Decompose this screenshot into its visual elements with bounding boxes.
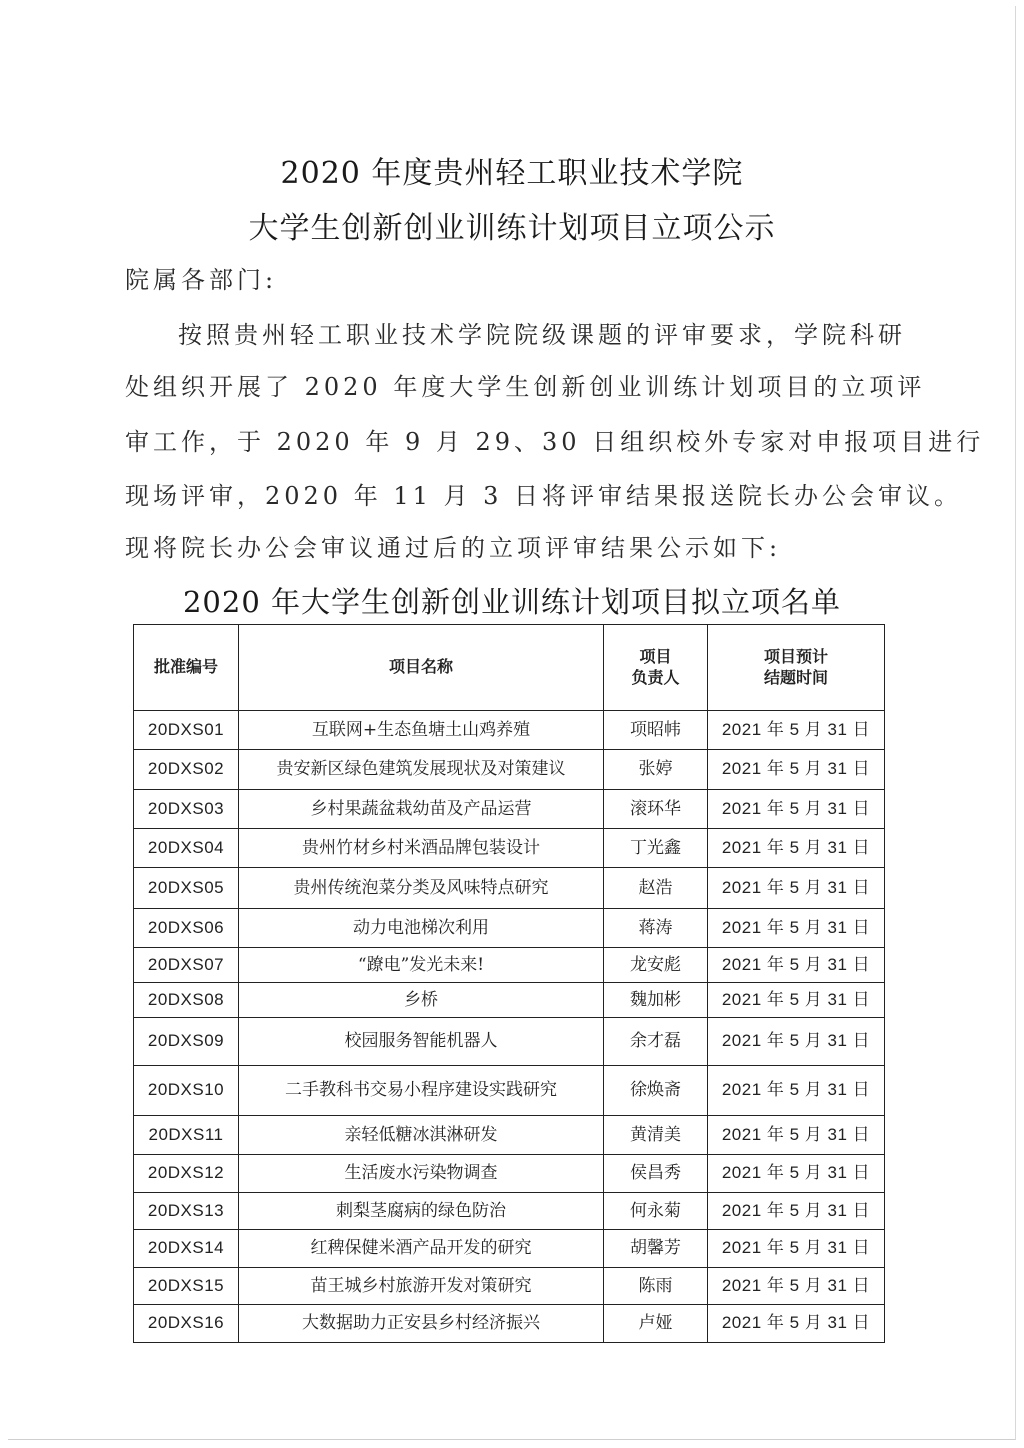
table-row [134,1155,885,1193]
table-title: 2020 年大学生创新创业训练计划项目拟立项名单 [182,585,842,619]
cell-id: 20DXS11 [134,1116,239,1155]
cell-name: 贵安新区绿色建筑发展现状及对策建议 [239,750,604,790]
cell-name: 红稗保健米酒产品开发的研究 [239,1230,604,1268]
cell-leader: 胡馨芳 [604,1230,708,1268]
cell-leader: 滚环华 [604,790,708,829]
table-row [134,1193,885,1230]
header-leader-line1: 项目 [639,646,672,666]
cell-id: 20DXS06 [134,909,239,948]
cell-leader: 黄清美 [604,1116,708,1155]
cell-name: 亲轻低糖冰淇淋研发 [239,1116,604,1155]
cell-id: 20DXS13 [134,1193,239,1230]
document-title-line2: 大学生创新创业训练计划项目立项公示 [248,211,776,246]
table-row [134,1018,885,1066]
table-header-row [134,625,885,711]
table-row [134,1305,885,1343]
cell-leader: 蒋涛 [604,909,708,948]
project-list-table [133,624,885,1343]
cell-date: 2021 年 5 月 31 日 [708,1116,885,1155]
paragraph-line: 现将院长办公会审议通过后的立项评审结果公示如下: [125,534,782,562]
cell-leader: 徐焕斋 [604,1066,708,1116]
cell-name: “蹽电”发光未来! [239,948,604,983]
table-row [134,948,885,983]
cell-leader: 赵浩 [604,868,708,909]
table-body [134,711,885,1343]
cell-name: 贵州竹材乡村米酒品牌包装设计 [239,829,604,868]
cell-date: 2021 年 5 月 31 日 [708,983,885,1018]
cell-leader: 何永菊 [604,1193,708,1230]
cell-leader: 卢娅 [604,1305,708,1343]
paragraph-line: 处组织开展了 2020 年度大学生创新创业训练计划项目的立项评 [125,373,926,401]
cell-date: 2021 年 5 月 31 日 [708,711,885,750]
header-id: 批准编号 [134,625,239,711]
cell-date: 2021 年 5 月 31 日 [708,1193,885,1230]
cell-id: 20DXS16 [134,1305,239,1343]
cell-id: 20DXS08 [134,983,239,1018]
cell-leader: 丁光鑫 [604,829,708,868]
cell-name: 动力电池梯次利用 [239,909,604,948]
table-row [134,1268,885,1305]
paragraph-line: 现场评审，2020 年 11 月 3 日将评审结果报送院长办公会审议。 [125,482,963,510]
cell-name: 二手教科书交易小程序建设实践研究 [239,1066,604,1116]
cell-date: 2021 年 5 月 31 日 [708,750,885,790]
header-name: 项目名称 [239,625,604,711]
header-leader-line2: 负责人 [631,667,680,687]
cell-date: 2021 年 5 月 31 日 [708,1155,885,1193]
cell-id: 20DXS14 [134,1230,239,1268]
cell-date: 2021 年 5 月 31 日 [708,829,885,868]
header-time [708,625,885,711]
cell-name: 生活废水污染物调查 [239,1155,604,1193]
cell-name: 刺梨茎腐病的绿色防治 [239,1193,604,1230]
header-time-line2: 结题时间 [763,667,828,687]
cell-name: 乡桥 [239,983,604,1018]
cell-leader: 侯昌秀 [604,1155,708,1193]
cell-date: 2021 年 5 月 31 日 [708,1066,885,1116]
cell-name: 乡村果蔬盆栽幼苗及产品运营 [239,790,604,829]
cell-name: 苗王城乡村旅游开发对策研究 [239,1268,604,1305]
cell-id: 20DXS15 [134,1268,239,1305]
cell-date: 2021 年 5 月 31 日 [708,1268,885,1305]
cell-id: 20DXS04 [134,829,239,868]
header-time-line1: 项目预计 [763,646,828,666]
cell-date: 2021 年 5 月 31 日 [708,1305,885,1343]
paragraph-line: 审工作，于 2020 年 9 月 29、30 日组织校外专家对申报项目进行 [125,428,985,456]
cell-name: 互联网+生态鱼塘土山鸡养殖 [239,711,604,750]
cell-id: 20DXS02 [134,750,239,790]
header-leader [604,625,708,711]
cell-date: 2021 年 5 月 31 日 [708,868,885,909]
cell-name: 大数据助力正安县乡村经济振兴 [239,1305,604,1343]
table-row [134,1066,885,1116]
cell-id: 20DXS12 [134,1155,239,1193]
table-row [134,1116,885,1155]
table-row [134,711,885,750]
cell-date: 2021 年 5 月 31 日 [708,1230,885,1268]
table-row [134,909,885,948]
cell-id: 20DXS09 [134,1018,239,1066]
cell-date: 2021 年 5 月 31 日 [708,948,885,983]
cell-leader: 陈雨 [604,1268,708,1305]
cell-leader: 张婷 [604,750,708,790]
cell-leader: 余才磊 [604,1018,708,1066]
cell-date: 2021 年 5 月 31 日 [708,1018,885,1066]
cell-leader: 项昭帏 [604,711,708,750]
cell-id: 20DXS03 [134,790,239,829]
cell-date: 2021 年 5 月 31 日 [708,790,885,829]
cell-id: 20DXS05 [134,868,239,909]
cell-id: 20DXS01 [134,711,239,750]
salutation: 院属各部门: [125,266,278,294]
cell-date: 2021 年 5 月 31 日 [708,909,885,948]
cell-id: 20DXS10 [134,1066,239,1116]
table-row [134,790,885,829]
table-row [134,1230,885,1268]
cell-leader: 龙安彪 [604,948,708,983]
cell-leader: 魏加彬 [604,983,708,1018]
cell-name: 校园服务智能机器人 [239,1018,604,1066]
document-title-line1: 2020 年度贵州轻工职业技术学院 [280,156,744,191]
cell-id: 20DXS07 [134,948,239,983]
table-row [134,750,885,790]
table-row [134,983,885,1018]
paragraph-line: 按照贵州轻工职业技术学院院级课题的评审要求，学院科研 [178,321,906,349]
table-row [134,868,885,909]
cell-name: 贵州传统泡菜分类及风味特点研究 [239,868,604,909]
table-row [134,829,885,868]
